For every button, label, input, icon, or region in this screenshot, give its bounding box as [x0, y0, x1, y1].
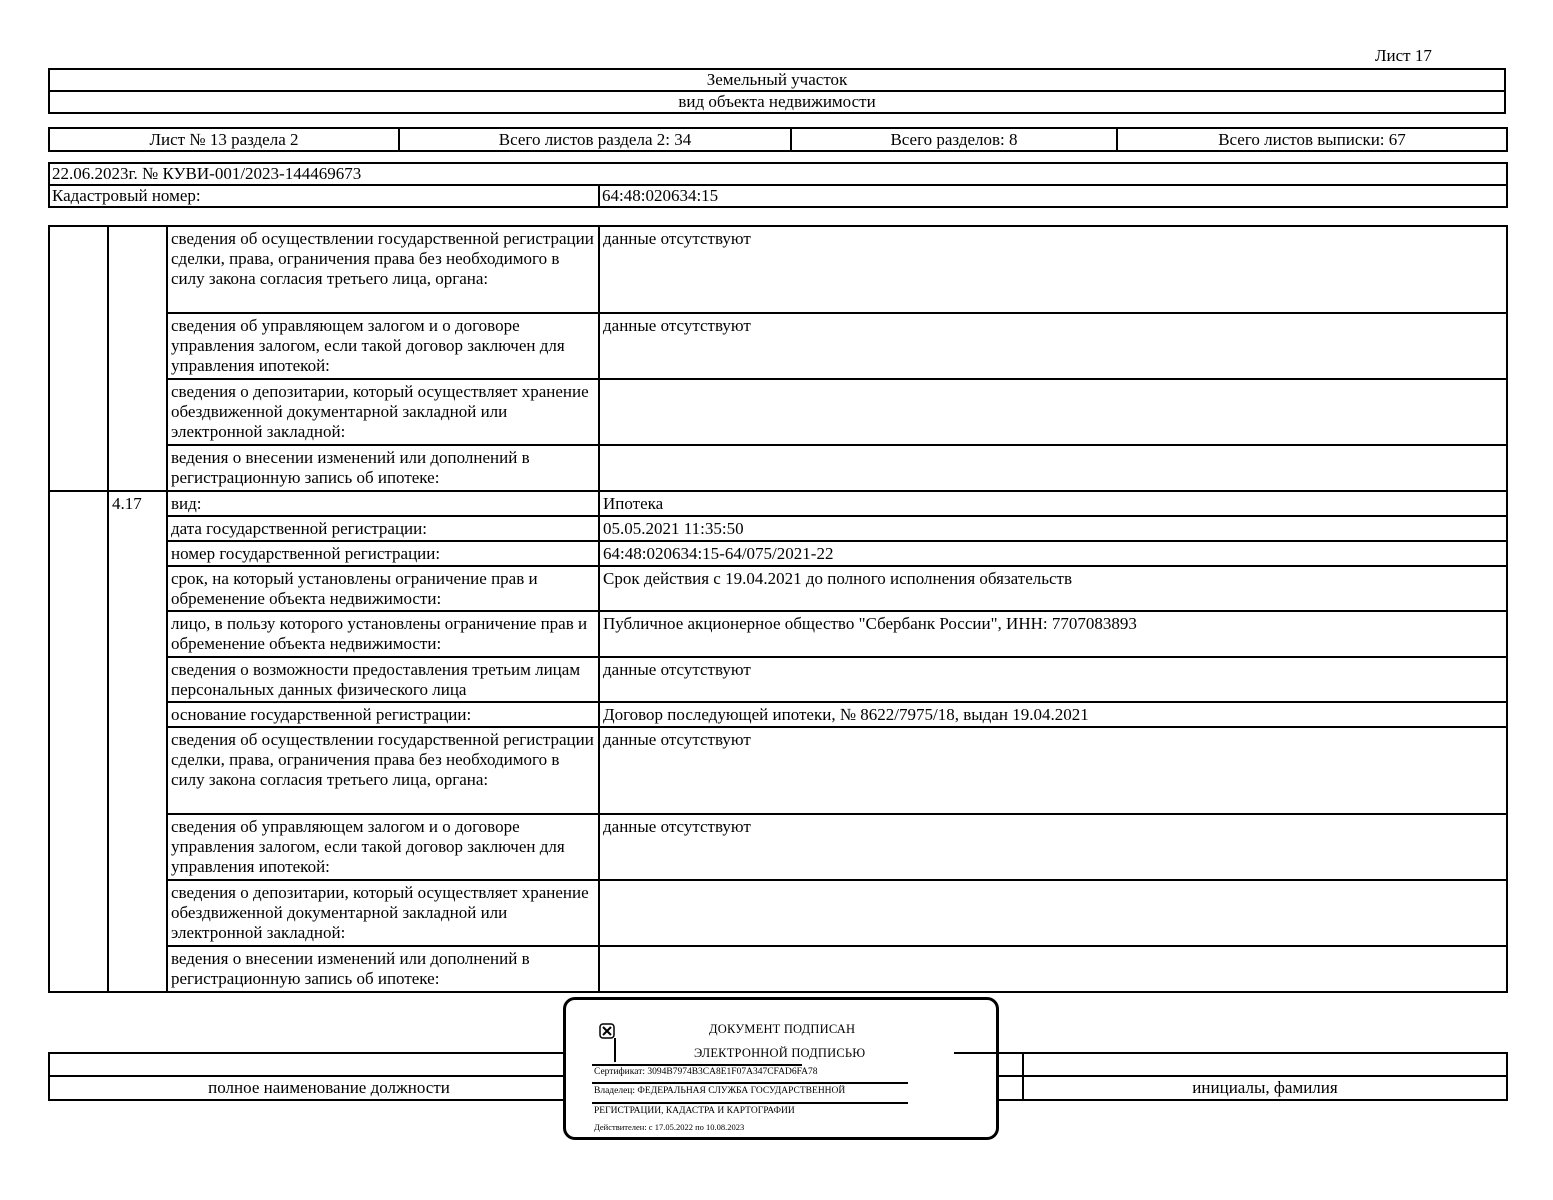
row-label: сведения о депозитарии, который осуществляет хранение обездвиженной документарной закладной или электронной закладной: — [167, 379, 599, 445]
sheet-number: Лист 17 — [1375, 46, 1432, 65]
entry-value: 05.05.2021 11:35:50 — [599, 516, 1507, 541]
entry-label: вид: — [167, 491, 599, 516]
entry-value: Срок действия с 19.04.2021 до полного исполнения обязательств — [599, 566, 1507, 611]
encumbrance-table — [48, 225, 1508, 993]
row-value: данные отсутствуют — [599, 313, 1507, 379]
date-number: 22.06.2023г. № КУВИ-001/2023-144469673 — [49, 163, 1507, 185]
position-field — [49, 1053, 609, 1076]
entry-value: Договор последующей ипотеки, № 8622/7975/18, выдан 19.04.2021 — [599, 702, 1507, 727]
entry-value: Ипотека — [599, 491, 1507, 516]
entry-value: данные отсутствуют — [599, 727, 1507, 814]
initials-field — [1023, 1053, 1507, 1076]
entry-label: срок, на который установлены ограничение прав и обременение объекта недвижимости: — [167, 566, 599, 611]
stamp-rule — [954, 1052, 1004, 1054]
entry-label: сведения об осуществлении государственной регистрации сделки, права, ограничения права без необходимого в силу закона согласия третьего лица, органа: — [167, 727, 599, 814]
entry-value: данные отсутствуют — [599, 657, 1507, 702]
entry-number: 4.17 — [108, 491, 167, 992]
cadastral-label: Кадастровый номер: — [49, 185, 599, 207]
entry-label: номер государственной регистрации: — [167, 541, 599, 566]
stamp-valid: Действителен: с 17.05.2022 по 10.08.2023 — [594, 1122, 745, 1132]
stamp-rule — [592, 1082, 908, 1084]
stamp-rule — [592, 1102, 908, 1104]
cadastral-value: 64:48:020634:15 — [599, 185, 1507, 207]
entry-label: сведения о возможности предоставления третьим лицам персональных данных физического лица — [167, 657, 599, 702]
extract-id-table — [48, 162, 1508, 208]
extract-sheets: Всего листов выписки: 67 — [1117, 128, 1507, 151]
entry-value — [599, 880, 1507, 946]
stamp-certificate: Сертификат: 3094B7974B3CA8E1F07A347CFAD6FA78 — [594, 1067, 818, 1077]
section-sheets: Всего листов раздела 2: 34 — [399, 128, 791, 151]
object-type: Земельный участок — [49, 69, 1505, 91]
entry-value: 64:48:020634:15-64/075/2021-22 — [599, 541, 1507, 566]
entry-label: основание государственной регистрации: — [167, 702, 599, 727]
row-label: ведения о внесении изменений или дополнений в регистрационную запись об ипотеке: — [167, 445, 599, 491]
entry-value: данные отсутствуют — [599, 814, 1507, 880]
sections-total: Всего разделов: 8 — [791, 128, 1117, 151]
row-label: сведения об осуществлении государственной регистрации сделки, права, ограничения права без необходимого в силу закона согласия третьего лица, органа: — [167, 226, 599, 313]
stamp-line2: ЭЛЕКТРОННОЙ ПОДПИСЬЮ — [694, 1046, 866, 1060]
entry-label: ведения о внесении изменений или дополнений в регистрационную запись об ипотеке: — [167, 946, 599, 992]
position-caption: полное наименование должности — [49, 1076, 609, 1100]
stamp-rule — [592, 1064, 802, 1066]
entry-label: лицо, в пользу которого установлены ограничение прав и обременение объекта недвижимости: — [167, 611, 599, 657]
entry-label: сведения об управляющем залогом и о договоре управления залогом, если такой договор заключен для управления ипотекой: — [167, 814, 599, 880]
entry-label: сведения о депозитарии, который осуществляет хранение обездвиженной документарной закладной или электронной закладной: — [167, 880, 599, 946]
initials-caption: инициалы, фамилия — [1023, 1076, 1507, 1100]
object-kind: вид объекта недвижимости — [49, 91, 1505, 113]
row-value — [599, 379, 1507, 445]
sheet-no: Лист № 13 раздела 2 — [49, 128, 399, 151]
stamp-line1: ДОКУМЕНТ ПОДПИСАН — [709, 1022, 856, 1036]
stamp-owner: Владелец: ФЕДЕРАЛЬНАЯ СЛУЖБА ГОСУДАРСТВЕННОЙ — [594, 1086, 846, 1096]
entry-label: дата государственной регистрации: — [167, 516, 599, 541]
entry-value — [599, 946, 1507, 992]
row-value: данные отсутствуют — [599, 226, 1507, 313]
object-header-table — [48, 68, 1506, 114]
sheet-info-table — [48, 127, 1508, 152]
stamp-tick — [614, 1038, 618, 1062]
blank-cell — [49, 491, 108, 992]
electronic-signature-stamp — [563, 997, 999, 1140]
stamp-owner2: РЕГИСТРАЦИИ, КАДАСТРА И КАРТОГРАФИИ — [594, 1106, 795, 1116]
blank-cell — [49, 226, 108, 491]
row-label: сведения об управляющем залогом и о договоре управления залогом, если такой договор заключен для управления ипотекой: — [167, 313, 599, 379]
blank-cell — [108, 226, 167, 491]
entry-value: Публичное акционерное общество "Сбербанк России", ИНН: 7707083893 — [599, 611, 1507, 657]
row-value — [599, 445, 1507, 491]
